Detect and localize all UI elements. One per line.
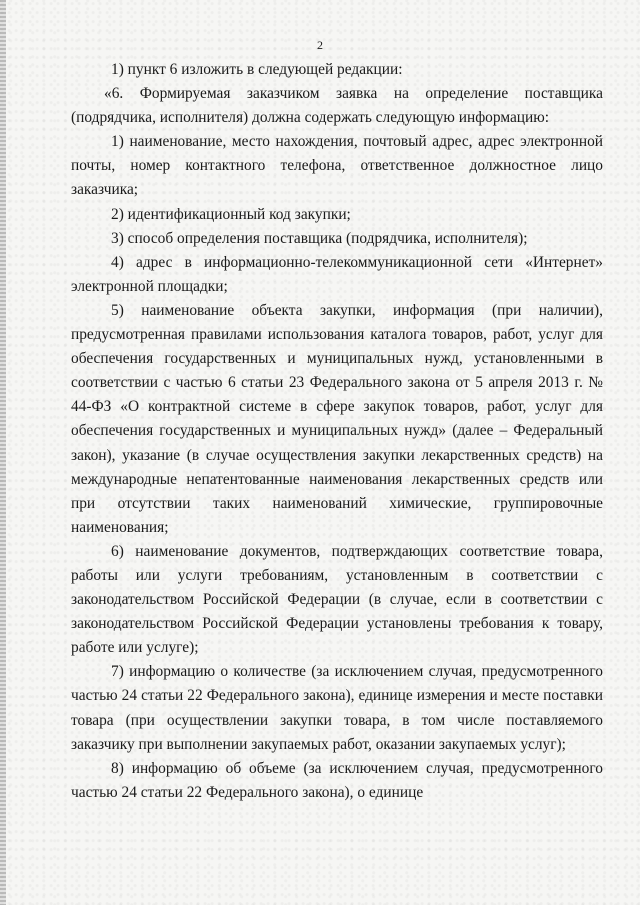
paragraph-subitem-8: 8) информацию об объеме (за исключением случая, предусмотренного частью 24 статьи 22 Федерального закона), о единице — [71, 759, 603, 801]
page-number: 2 — [317, 38, 323, 52]
paragraph-subitem-1: 1) наименование, место нахождения, почтовый адрес, адрес электронной почты, номер контактного телефона, ответственное должностное лицо заказчика; — [71, 133, 603, 199]
paragraph-intro: 1) пункт 6 изложить в следующей редакции: — [111, 61, 403, 78]
document-body — [71, 58, 603, 805]
paragraph-subitem-3: 3) способ определения поставщика (подрядчика, исполнителя); — [111, 229, 528, 247]
paragraph-subitem-6: 6) наименование документов, подтверждающих соответствие товара, работы или услуги требованиям, установленным в соответствии с законодательством Российской Федерации (в случае, если в соответствии с законодательством Российской Федерации установлены требования к товару, работе или услуге); — [71, 542, 603, 657]
paragraph-item-6-heading: «6. Формируемая заказчиком заявка на определение поставщика (подрядчика, исполнителя) должна содержать следующую информацию: — [71, 85, 603, 127]
paragraph-subitem-2: 2) идентификационный код закупки; — [111, 205, 351, 223]
scan-edge — [0, 0, 6, 905]
paragraph-subitem-7: 7) информацию о количестве (за исключением случая, предусмотренного частью 24 статьи 22 Федерального закона), единице измерения и месте поставки товара (при осуществлении закупки товара, в том числе поставляемого заказчику при выполнении закупаемых работ, оказании закупаемых услуг); — [71, 663, 603, 753]
paragraph-subitem-5: 5) наименование объекта закупки, информация (при наличии), предусмотренная правилами использования каталога товаров, работ, услуг для обеспечения государственных и муниципальных нужд, установленными в соответствии с частью 6 статьи 23 Федерального закона от 5 апреля 2013 г. № 44-ФЗ «О контрактной системе в сфере закупок товаров, работ, услуг для обеспечения государственных и муниципальных нужд» (далее – Федеральный закон), указание (в случае осуществления закупки лекарственных средств) на международные непатентованные наименования лекарственных средств или при отсутствии таких наименований химические, группировочные наименования; — [71, 301, 603, 536]
paragraph-subitem-4: 4) адрес в информационно-телекоммуникационной сети «Интернет» электронной площадки; — [71, 253, 603, 295]
